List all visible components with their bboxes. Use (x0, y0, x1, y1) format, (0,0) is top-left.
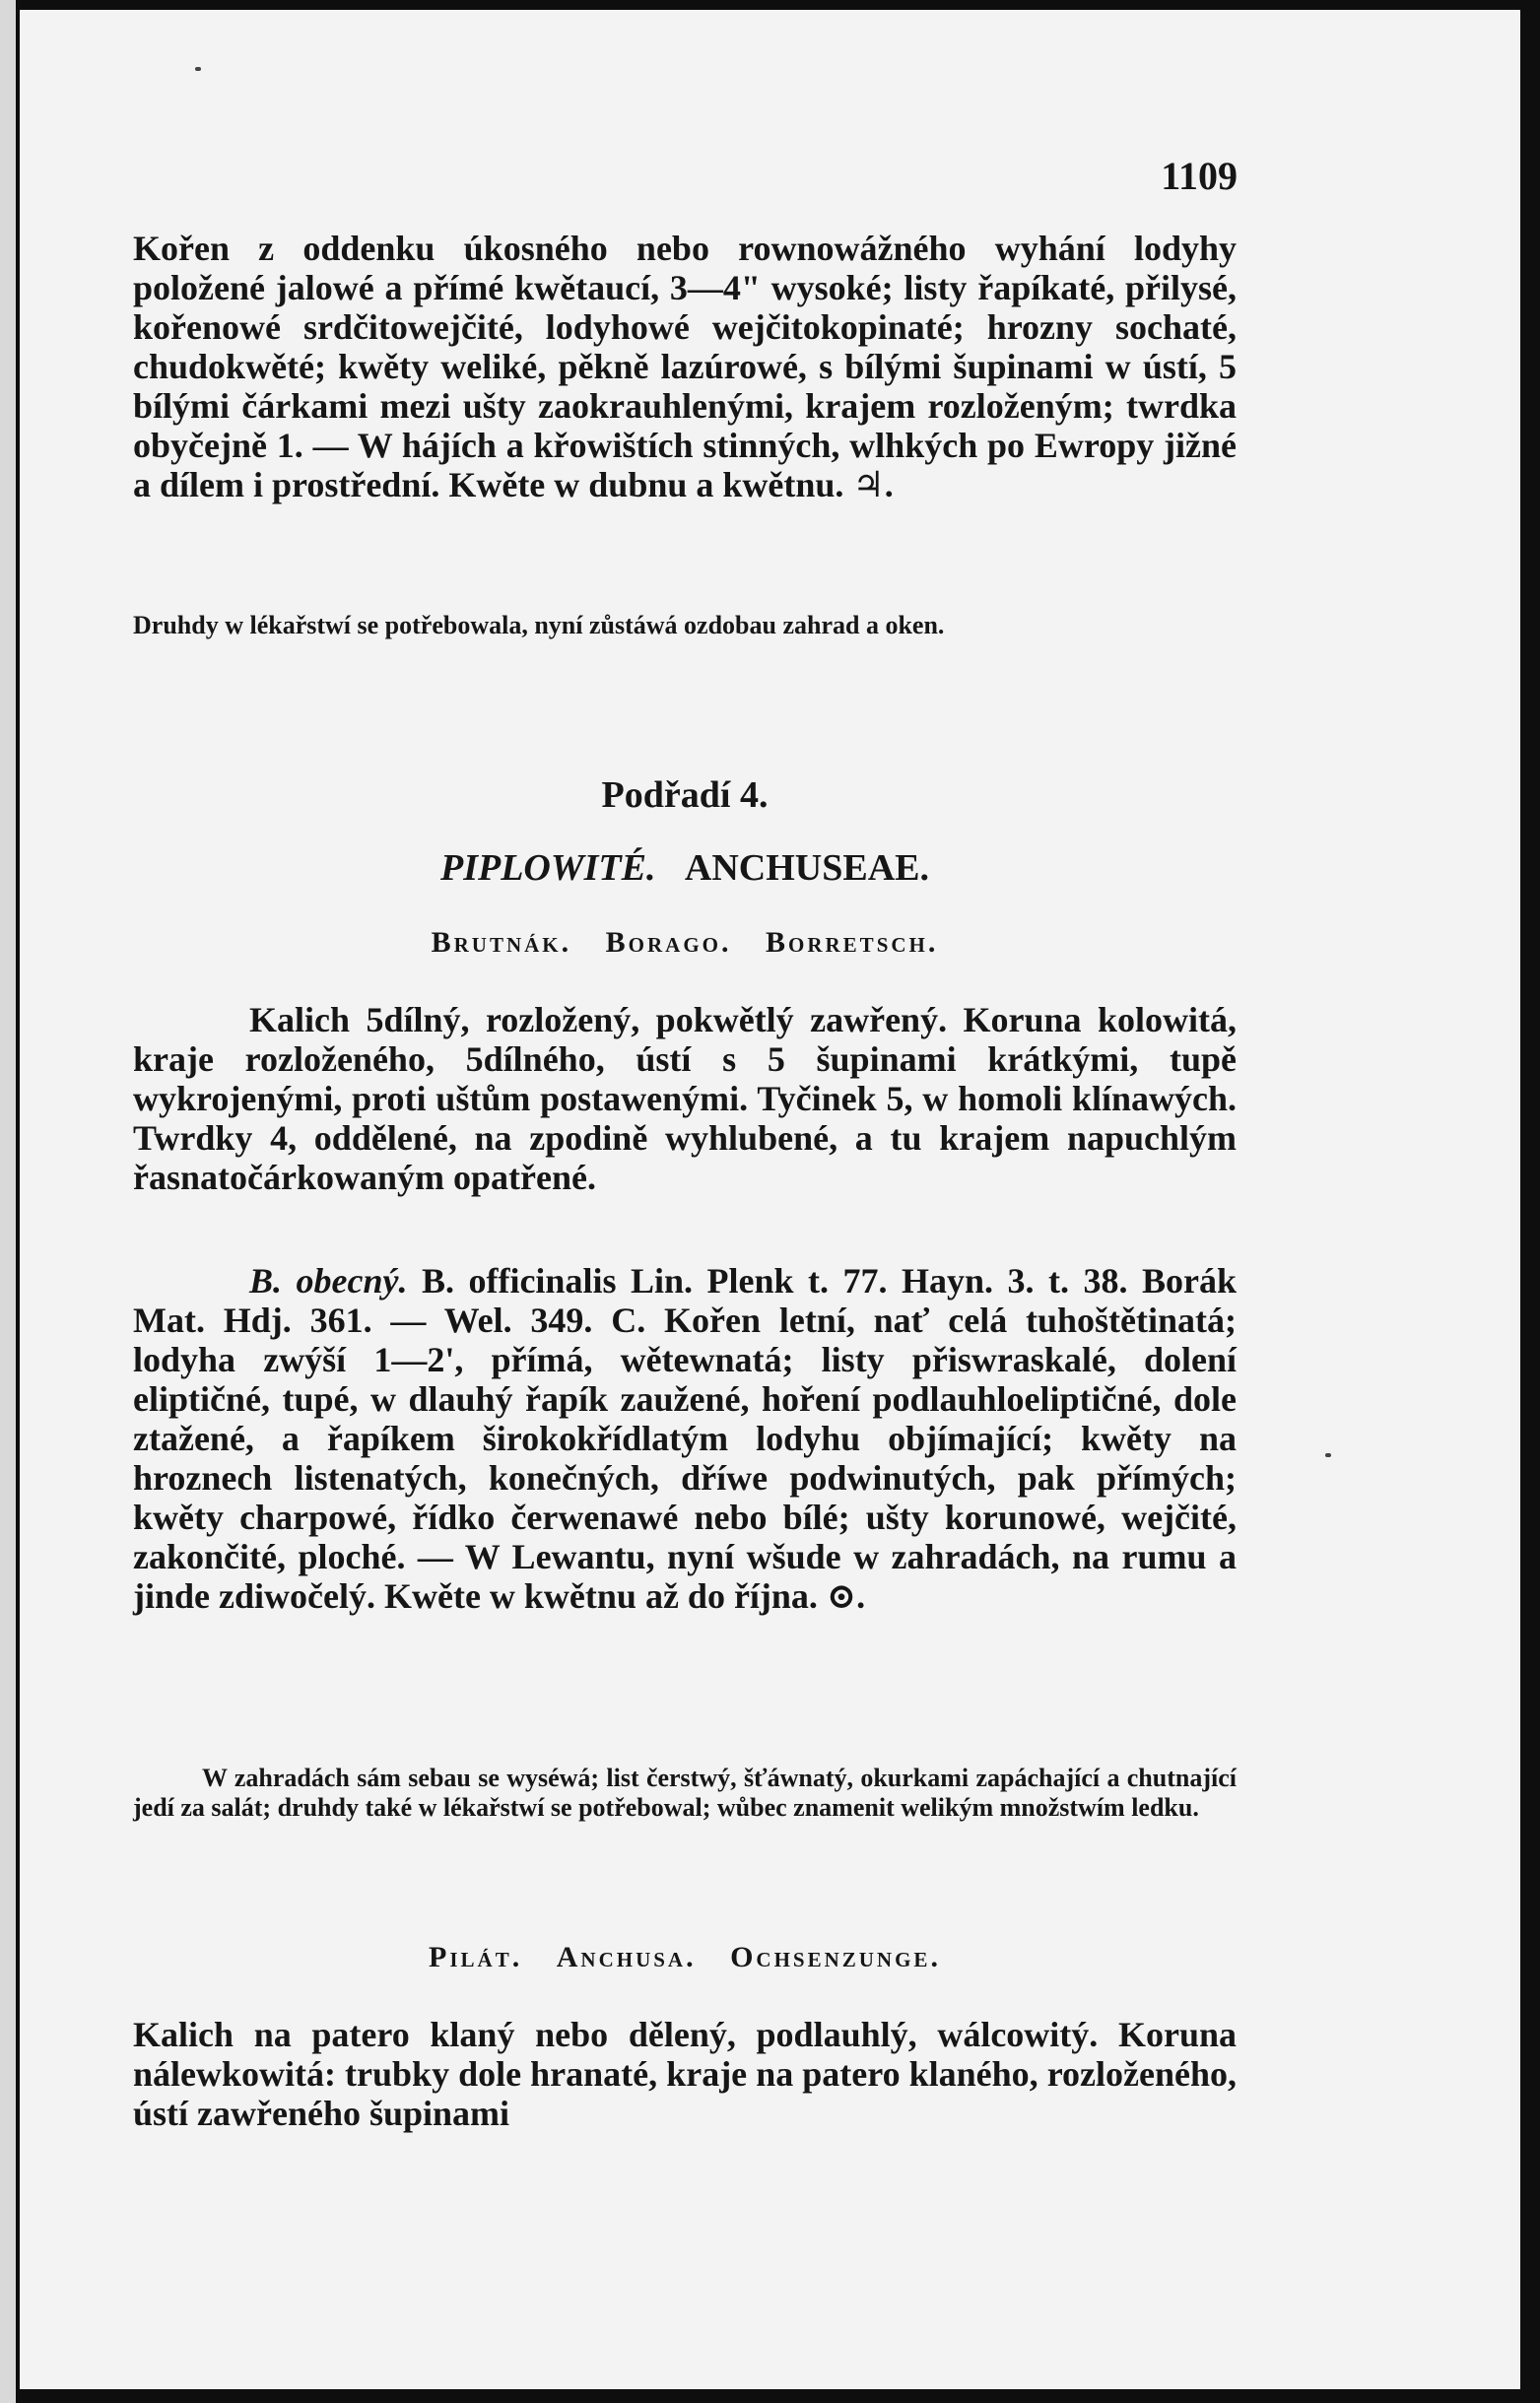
page-number: 1109 (1161, 154, 1238, 198)
genus-name-czech: Brutnák. (431, 926, 572, 959)
book-page (20, 10, 1520, 2389)
species-synonyms: B. officinalis Lin. Plenk t. 77. Hayn. 3. t. 38. Borák Mat. Hdj. 361. — Wel. 349. C. (133, 1261, 1237, 1340)
genus-description-borago: Kalich 5dílný, rozložený, pokwětlý zawřený. Koruna kolowitá, kraje rozloženého, 5dílného, ústí s 5 šupinami krátkými, tupě wykrojenými, proti uštům postawenými. Tyčinek 5, w homoli klínawých. Twrdky 4, oddělené, na zpodině wyhlubené, a tu krajem napuchlým řasnatočárkowaným opatřené. (133, 1000, 1237, 1197)
note-root-usage: Druhdy w lékařstwí se potřebowala, nyní zůstáwá ozdobau zahrad a oken. (133, 611, 945, 639)
suborder-heading: Podřadí 4. (601, 774, 769, 816)
family-name-latin: ANCHUSEAE. (684, 847, 929, 889)
genus-name-german: Ochsenzunge. (730, 1941, 941, 1973)
genus-heading-borago (133, 926, 1237, 960)
print-speck (1325, 1453, 1331, 1457)
note-species-usage: W zahradách sám sebau se wyséwá; list čerstwý, šťáwnatý, okurkami zapáchající a chutnající jedí za salát; druhdy také w lékařstwí se potřebowal; wůbec znamenit welikým množstwím ledku. (133, 1764, 1237, 1822)
species-name: B. obecný. (249, 1261, 408, 1301)
print-speck (195, 67, 201, 71)
genus-name-german: Borretsch. (766, 926, 939, 959)
genus-name-czech: Pilát. (429, 1941, 523, 1973)
genus-heading-anchusa (133, 1941, 1237, 1974)
genus-name-latin: Anchusa. (556, 1941, 697, 1973)
family-heading (133, 846, 1237, 890)
genus-description-anchusa: Kalich na patero klaný nebo dělený, podlauhlý, wálcowitý. Koruna nálewkowitá: trubky dole hranaté, kraje na patero klaného, rozloženého, ústí zawřeného šupinami (133, 2015, 1237, 2133)
family-name-czech: PIPLOWITÉ. (439, 847, 656, 889)
paragraph-root-description: Kořen z oddenku úkosného nebo rownowážného wyhání lodyhy položené jalowé a přímé kwětaucí, 3—4" wysoké; listy řapíkaté, přilysé, kořenowé srdčitowejčité, lodyhowé wejčitokopinaté; hrozny sochaté, chudokwěté; kwěty weliké, pěkně lazúrowé, s bílými šupinami w ústí, 5 bílými čárkami mezi ušty zaokrauhlenými, krajem rozloženým; twrdka obyčejně 1. — W hájích a křowištích stinných, wlhkých po Ewropy jižné a dílem i prostřední. Kwěte w dubnu a kwětnu. ♃. (133, 229, 1237, 504)
species-entry (133, 1261, 1237, 1616)
scan-edge (0, 0, 16, 2403)
species-description: Kořen letní, nať celá tuhoštětinatá; lodyha zwýší 1—2', přímá, wětewnatá; listy přiswraskalé, dolení eliptičné, tupé, w dlauhý řapík zaužené, hoření podlauhloeliptičné, dole ztažené, a řapíkem širokokřídlatým lodyhu objímající; kwěty na hroznech listenatých, konečných, dříwe podwinutých, pak přímých; kwěty charpowé, řídko čerwenawé nebo bílé; ušty korunowé, wejčité, zakončité, ploché. — W Lewantu, nyní wšude w zahradách, na rumu a jinde zdiwočelý. Kwěte w kwětnu až do října. ⊙. (133, 1301, 1238, 1616)
genus-name-latin: Borago. (605, 926, 732, 959)
